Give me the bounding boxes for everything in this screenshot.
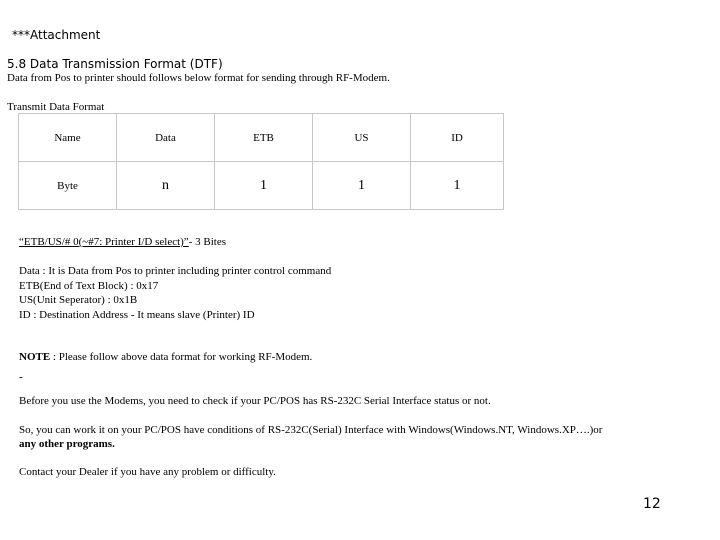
paragraph-windows-line2: any other programs. <box>19 438 115 450</box>
section-title: 5.8 Data Transmission Format (DTF) <box>7 57 223 71</box>
note-label: NOTE <box>19 351 51 363</box>
data-format-table <box>18 113 504 210</box>
table-header-cell: Name <box>19 114 117 162</box>
intro-text: Data from Pos to printer should follows below format for sending through RF-Modem. <box>7 72 390 84</box>
table-header-cell: ETB <box>215 114 313 162</box>
note-body: : Please follow above data format for working RF-Modem. <box>50 351 313 363</box>
bullet-marker: - <box>19 371 23 383</box>
attachment-label: ***Attachment <box>12 28 101 42</box>
note-text <box>19 351 312 363</box>
definition-line: US(Unit Seperator) : 0x1B <box>19 294 138 306</box>
paragraph-windows-line1: So, you can work it on your PC/POS have conditions of RS-232C(Serial) Interface with Windows(Windows.NT, Windows.XP….)or <box>19 424 603 436</box>
etb-note-format: “ETB/US/# 0(~#7: Printer I/D select)” <box>19 236 189 248</box>
page-number: 12 <box>643 496 661 512</box>
table-header-cell: Data <box>117 114 215 162</box>
table-cell: n <box>117 162 215 210</box>
etb-note <box>19 236 226 248</box>
definition-line: ETB(End of Text Block) : 0x17 <box>19 280 159 292</box>
table-header-cell: US <box>313 114 411 162</box>
table-cell: 1 <box>313 162 411 210</box>
table-cell: 1 <box>215 162 313 210</box>
table-row <box>19 162 504 210</box>
definition-line: Data : It is Data from Pos to printer including printer control command <box>19 265 332 277</box>
paragraph-check-interface: Before you use the Modems, you need to check if your PC/POS has RS-232C Serial Interface status or not. <box>19 395 491 407</box>
paragraph-contact-dealer: Contact your Dealer if you have any problem or difficulty. <box>19 466 276 478</box>
table-cell: 1 <box>411 162 504 210</box>
transmit-format-label: Transmit Data Format <box>7 101 105 113</box>
definition-line: ID : Destination Address - It means slave (Printer) ID <box>19 309 255 321</box>
table-header-cell: ID <box>411 114 504 162</box>
table-cell: Byte <box>19 162 117 210</box>
etb-note-size: - 3 Bites <box>188 236 226 248</box>
table-row-header <box>19 114 504 162</box>
